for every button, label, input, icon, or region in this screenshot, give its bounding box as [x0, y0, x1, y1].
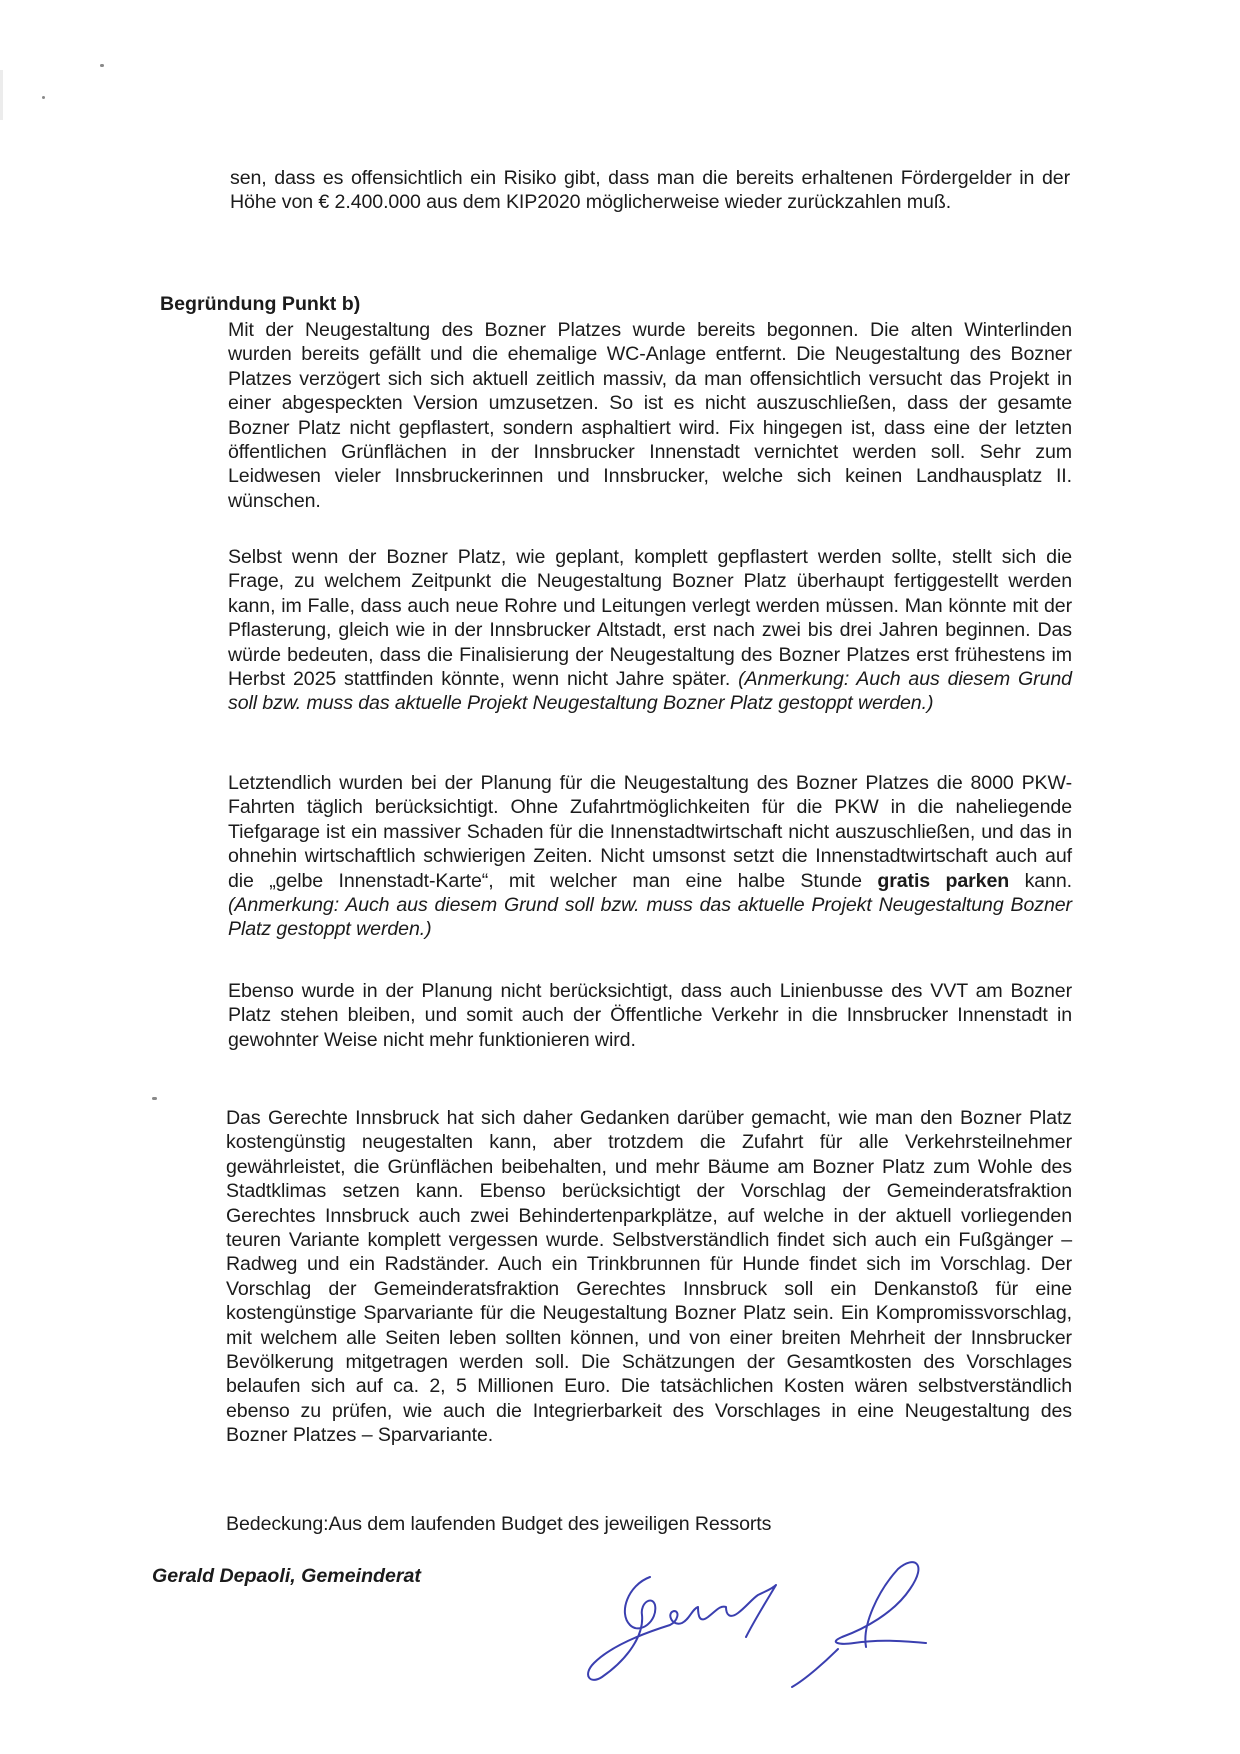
paragraph-3-emphasis: gratis parken	[877, 869, 1010, 892]
section-heading: Begründung Punkt b)	[160, 293, 361, 315]
paragraph-4: Ebenso wurde in der Planung nicht berücksichtigt, dass auch Linienbusse des VVT am Bozner Platz stehen bleiben, und somit auch der Öffentliche Verkehr in die Innsbrucker Innenstadt in gewohnter Weise nicht mehr funktionieren wird.	[228, 980, 1072, 1051]
signature-image	[580, 1555, 1000, 1690]
paragraph-2-text: Selbst wenn der Bozner Platz, wie geplant, komplett gepflastert werden sollte, stellt sich die Frage, zu welchem Zeitpunkt die Neugestaltung Bozner Platz überhaupt fertiggestellt werden kann, im Falle, dass auch neue Rohre und Leitungen verlegt werden müssen. Man könnte mit der Pflasterung, gleich wie in der Innsbrucker Altstadt, erst nach zwei bis drei Jahren beginnen. Das würde bedeuten, dass die Finalisierung der Neugestaltung des Bozner Platzes erst frühestens im Herbst 2025 stattfinden könnte, wenn nicht Jahre später.	[228, 546, 1072, 691]
author-line: Gerald Depaoli, Gemeinderat	[152, 1565, 421, 1587]
paragraph-5: Das Gerechte Innsbruck hat sich daher Gedanken darüber gemacht, wie man den Bozner Platz kostengünstig neugestalten kann, aber trotzdem die Zufahrt für alle Verkehrsteilnehmer gewährleistet, die Grünflächen beibehalten, und mehr Bäume am Bozner Platz zum Wohle des Stadtklimas setzen kann. Ebenso berücksichtigt der Vorschlag der Gemeinderatsfraktion Gerechtes Innsbruck auch zwei Behindertenparkplätze, auf welche in der aktuell vorliegenden teuren Variante komplett vergessen wurde. Selbstverständlich findet sich auch ein Fußgänger – Radweg und ein Radständer. Auch ein Trinkbrunnen für Hunde findet sich im Vorschlag. Der Vorschlag der Gemeinderatsfraktion Gerechtes Innsbruck soll ein Denkanstoß für eine kostengünstige Sparvariante für die Neugestaltung Bozner Platz sein. Ein Kompromissvorschlag, mit welchem alle Seiten leben sollten können, und von einer breiten Mehrheit der Innsbrucker Bevölkerung mitgetragen werden soll. Die Schätzungen der Gesamtkosten des Vorschlages belaufen sich auf ca. 2, 5 Millionen Euro. Die tatsächlichen Kosten wären selbstverständlich ebenso zu prüfen, wie auch die Integrierbarkeit des Vorschlages in eine Neugestaltung des Bozner Platzes – Sparvariante.	[226, 1107, 1072, 1447]
paragraph-2	[228, 545, 1072, 716]
paragraph-1: Mit der Neugestaltung des Bozner Platzes wurde bereits begonnen. Die alten Winterlinden wurden bereits gefällt und die ehemalige WC-Anlage entfernt. Die Neugestaltung des Bozner Platzes verzögert sich sich aktuell zeitlich massiv, da man offensichtlich versucht das Projekt in einer abgespeckten Version umzusetzen. So ist es nicht auszuschließen, dass der gesamte Bozner Platz nicht gepflastert, sondern asphaltiert wird. Fix hingegen ist, dass eine der letzten öffentlichen Grünflächen in der Innsbrucker Innenstadt vernichtet werden soll. Sehr zum Leidwesen vieler Innsbruckerinnen und Innsbrucker, welche sich keinen Landhausplatz II. wünschen.	[228, 319, 1072, 512]
signature-stroke	[588, 1577, 776, 1680]
scan-edge-shadow	[0, 70, 3, 120]
paragraph-3-text-end: kann.	[1024, 869, 1072, 892]
paragraph-3-note: (Anmerkung: Auch aus diesem Grund soll bzw. muss das aktuelle Projekt Neugestaltung Bozner Platz gestoppt werden.)	[228, 894, 1072, 941]
scan-speck	[152, 1097, 157, 1100]
coverage-line: Bedeckung:Aus dem laufenden Budget des jeweiligen Ressorts	[226, 1513, 772, 1535]
paragraph-3-text: Letztendlich wurden bei der Planung für die Neugestaltung des Bozner Platzes die 8000 PKW-Fahrten täglich berücksichtigt. Ohne Zufahrtmöglichkeiten für die PKW in die naheliegende Tiefgarage ist ein massiver Schaden für die Innenstadtwirtschaft nicht auszuschließen, und das in ohnehin wirtschaftlich schwierigen Zeiten. Nicht umsonst setzt die Innenstadtwirtschaft auch auf die „gelbe Innenstadt-Karte“, mit welcher man eine halbe Stunde	[228, 772, 1072, 892]
scan-speck	[100, 64, 104, 67]
paragraph-3	[228, 771, 1072, 942]
signature-stroke	[792, 1562, 926, 1687]
intro-paragraph: sen, dass es offensichtlich ein Risiko gibt, dass man die bereits erhaltenen Fördergelder in der Höhe von € 2.400.000 aus dem KIP2020 möglicherweise wieder zurückzahlen muß.	[230, 167, 1070, 214]
scan-speck	[42, 96, 45, 99]
paragraph-2-note: (Anmerkung: Auch aus diesem Grund soll bzw. muss das aktuelle Projekt Neugestaltung Bozner Platz gestoppt werden.)	[228, 668, 1072, 715]
